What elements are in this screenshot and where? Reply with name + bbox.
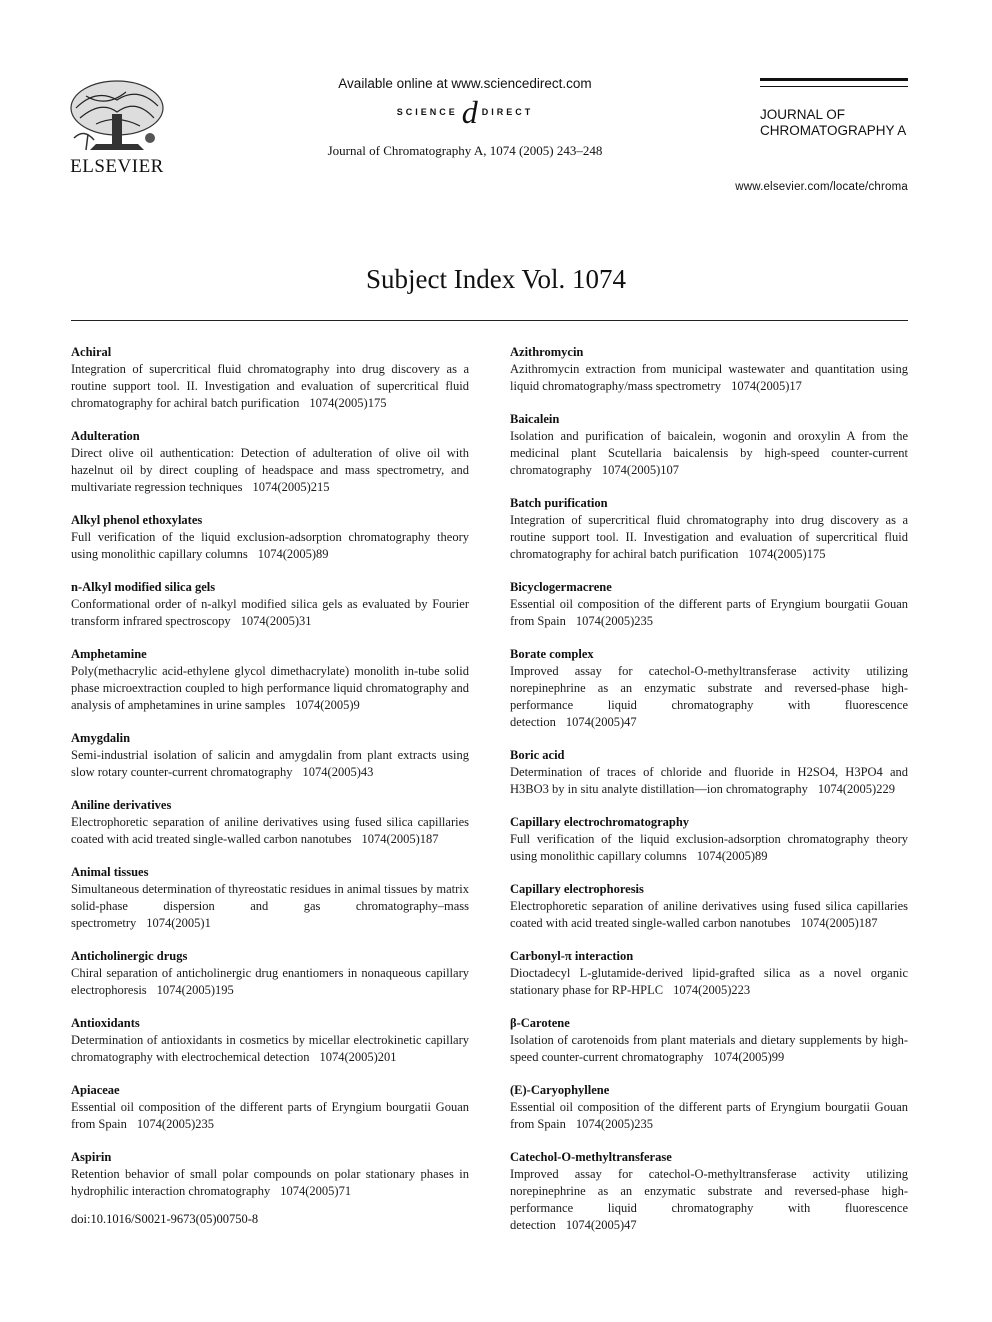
- index-description: [71, 529, 469, 563]
- article-reference[interactable]: 1074(2005)9: [295, 698, 360, 712]
- index-description: [71, 663, 469, 714]
- article-reference[interactable]: 1074(2005)107: [601, 463, 679, 477]
- index-entry: [510, 1149, 908, 1234]
- index-entry: [510, 579, 908, 630]
- index-description: [71, 881, 469, 932]
- index-description: [71, 1099, 469, 1133]
- journal-name-line1: JOURNAL OF: [760, 107, 846, 122]
- index-term: Capillary electrophoresis: [510, 882, 644, 896]
- article-title: Integration of supercritical fluid chromatography into drug discovery as a routine support tool. II. Investigation and evaluation of supercritical fluid chromatography for achiral batch purification: [71, 362, 469, 410]
- index-term: Anticholinergic drugs: [71, 949, 188, 963]
- page-header: [0, 0, 992, 210]
- sd-left-text: SCIENCE: [396, 107, 458, 117]
- index-term: Carbonyl-π interaction: [510, 949, 634, 963]
- index-term: Capillary electrochromatography: [510, 815, 690, 829]
- sciencedirect-logo: [300, 94, 630, 130]
- index-description: [510, 965, 908, 999]
- article-reference[interactable]: 1074(2005)1: [146, 916, 211, 930]
- index-description: [71, 596, 469, 630]
- index-entry: [71, 428, 469, 496]
- index-entry: [71, 512, 469, 563]
- article-reference[interactable]: 1074(2005)43: [302, 765, 374, 779]
- index-description: [510, 361, 908, 395]
- article-reference[interactable]: 1074(2005)187: [800, 916, 878, 930]
- article-reference[interactable]: 1074(2005)89: [257, 547, 329, 561]
- article-title: Dioctadecyl L-glutamide-derived lipid-grafted silica as a novel organic stationary phase for RP-HPLC: [510, 966, 908, 997]
- article-title: Essential oil composition of the different parts of Eryngium bourgatii Gouan from Spain: [510, 597, 908, 628]
- index-term: Aniline derivatives: [71, 798, 172, 812]
- index-description: [510, 663, 908, 731]
- article-title: Improved assay for catechol-O-methyltransferase activity utilizing norepinephrine as an enzymatic substrate and reversed-phase high-performance liquid chromatography with fluorescence detection: [510, 664, 908, 729]
- article-reference[interactable]: 1074(2005)47: [565, 715, 637, 729]
- index-entry: [71, 344, 469, 412]
- article-title: Electrophoretic separation of aniline derivatives using fused silica capillaries coated with acid treated single-walled carbon nanotubes: [510, 899, 908, 930]
- article-title: Electrophoretic separation of aniline derivatives using fused silica capillaries coated with acid treated single-walled carbon nanotubes: [71, 815, 469, 846]
- article-reference[interactable]: 1074(2005)17: [731, 379, 802, 393]
- article-reference[interactable]: 1074(2005)201: [319, 1050, 397, 1064]
- index-term: β-Carotene: [510, 1016, 570, 1030]
- index-term: Borate complex: [510, 647, 594, 661]
- masthead-rule-thick: [760, 78, 908, 81]
- article-reference[interactable]: 1074(2005)71: [280, 1184, 352, 1198]
- index-description: [71, 814, 469, 848]
- index-term: Batch purification: [510, 496, 608, 510]
- article-title: Essential oil composition of the different parts of Eryngium bourgatii Gouan from Spain: [71, 1100, 469, 1131]
- publisher-name: ELSEVIER: [70, 156, 164, 177]
- index-entry: [510, 747, 908, 798]
- journal-url[interactable]: www.elsevier.com/locate/chroma: [735, 181, 908, 193]
- article-reference[interactable]: 1074(2005)235: [136, 1117, 214, 1131]
- index-entry: [71, 730, 469, 781]
- doi-footer[interactable]: doi:10.1016/S0021-9673(05)00750-8: [71, 1212, 259, 1226]
- index-column-left: [71, 344, 469, 1216]
- index-description: [510, 428, 908, 479]
- article-title: Direct olive oil authentication: Detection of adulteration of olive oil with hazelnut oil by direct coupling of headspace and mass spectrometry, and multivariate regression techniques: [71, 446, 469, 494]
- index-term: Adulteration: [71, 429, 140, 443]
- index-description: [71, 965, 469, 999]
- article-reference[interactable]: 1074(2005)195: [156, 983, 234, 997]
- index-entry: [510, 1082, 908, 1133]
- index-term: Alkyl phenol ethoxylates: [71, 513, 203, 527]
- article-reference[interactable]: 1074(2005)175: [748, 547, 826, 561]
- index-entry: [71, 797, 469, 848]
- article-reference[interactable]: 1074(2005)99: [713, 1050, 785, 1064]
- index-term: Achiral: [71, 345, 112, 359]
- index-entry: [71, 864, 469, 932]
- index-entry: [510, 881, 908, 932]
- sd-right-text: DIRECT: [481, 107, 534, 117]
- article-title: Determination of traces of chloride and fluoride in H2SO4, H3PO4 and H3BO3 by in situ analyte distillation—ion chromatography: [510, 765, 908, 796]
- index-entry: [510, 948, 908, 999]
- index-entry: [510, 646, 908, 731]
- index-description: [510, 1166, 908, 1234]
- journal-masthead: [760, 78, 908, 139]
- article-title: Integration of supercritical fluid chromatography into drug discovery as a routine support tool. II. Investigation and evaluation of supercritical fluid chromatography for achiral batch purification: [510, 513, 908, 561]
- index-description: [71, 445, 469, 496]
- index-term: Catechol-O-methyltransferase: [510, 1150, 672, 1164]
- index-description: [71, 747, 469, 781]
- index-term: Animal tissues: [71, 865, 149, 879]
- article-title: Isolation of carotenoids from plant materials and dietary supplements by high-speed counter-current chromatography: [510, 1033, 908, 1064]
- index-column-right: [510, 344, 908, 1250]
- index-term: Apiaceae: [71, 1083, 120, 1097]
- index-term: Azithromycin: [510, 345, 584, 359]
- index-description: [510, 831, 908, 865]
- sciencedirect-banner: [300, 76, 630, 159]
- journal-citation: Journal of Chromatography A, 1074 (2005) 243–248: [327, 143, 603, 158]
- index-entry: [71, 1015, 469, 1066]
- article-reference[interactable]: 1074(2005)47: [565, 1218, 637, 1232]
- journal-name: [760, 107, 908, 139]
- masthead-rule-thin: [760, 86, 908, 87]
- article-title: Isolation and purification of baicalein, wogonin and oroxylin A from the medicinal plant Scutellaria baicalensis by high-speed counter-current chromatography: [510, 429, 908, 477]
- index-term: Boric acid: [510, 748, 565, 762]
- index-entry: [510, 411, 908, 479]
- article-reference[interactable]: 1074(2005)187: [361, 832, 439, 846]
- article-title: Poly(methacrylic acid-ethylene glycol dimethacrylate) monolith in-tube solid phase microextraction coupled to high performance liquid chromatography and analysis of amphetamines in urine samples: [71, 664, 469, 712]
- index-term: Amphetamine: [71, 647, 147, 661]
- article-title: Essential oil composition of the different parts of Eryngium bourgatii Gouan from Spain: [510, 1100, 908, 1131]
- index-term: Antioxidants: [71, 1016, 140, 1030]
- sd-at-mark: d: [461, 94, 478, 130]
- index-description: [510, 898, 908, 932]
- index-entry: [71, 579, 469, 630]
- article-reference[interactable]: 1074(2005)229: [817, 782, 895, 796]
- article-reference[interactable]: 1074(2005)235: [575, 614, 653, 628]
- elsevier-logo: [66, 78, 168, 178]
- index-entry: [510, 495, 908, 563]
- tree-emblem-icon: [66, 78, 168, 156]
- index-description: [510, 512, 908, 563]
- index-description: [510, 1099, 908, 1133]
- article-title: Simultaneous determination of thyreostatic residues in animal tissues by matrix solid-phase dispersion and gas chromatography–mass spectrometry: [71, 882, 469, 930]
- article-title: Improved assay for catechol-O-methyltransferase activity utilizing norepinephrine as an enzymatic substrate and reversed-phase high-performance liquid chromatography with fluorescence detection: [510, 1167, 908, 1232]
- available-online-text[interactable]: Available online at www.sciencedirect.com: [338, 76, 592, 91]
- index-entry: [510, 1015, 908, 1066]
- article-title: Chiral separation of anticholinergic drug enantiomers in nonaqueous capillary electrophoresis: [71, 966, 469, 997]
- index-description: [71, 1032, 469, 1066]
- index-term: (E)-Caryophyllene: [510, 1083, 610, 1097]
- index-description: [510, 596, 908, 630]
- index-entry: [510, 344, 908, 395]
- article-reference[interactable]: 1074(2005)215: [252, 480, 330, 494]
- index-description: [510, 764, 908, 798]
- index-term: n-Alkyl modified silica gels: [71, 580, 216, 594]
- article-reference[interactable]: 1074(2005)89: [696, 849, 768, 863]
- article-reference[interactable]: 1074(2005)175: [309, 396, 387, 410]
- index-entry: [71, 646, 469, 714]
- article-reference[interactable]: 1074(2005)223: [673, 983, 751, 997]
- article-title: Full verification of the liquid exclusion-adsorption chromatography theory using monolithic capillary columns: [71, 530, 469, 561]
- article-reference[interactable]: 1074(2005)235: [575, 1117, 653, 1131]
- index-description: [510, 1032, 908, 1066]
- index-entry: [71, 1149, 469, 1200]
- index-entry: [510, 814, 908, 865]
- index-term: Amygdalin: [71, 731, 131, 745]
- index-entry: [71, 948, 469, 999]
- page-title: Subject Index Vol. 1074: [366, 264, 626, 294]
- article-reference[interactable]: 1074(2005)31: [240, 614, 312, 628]
- journal-name-line2: CHROMATOGRAPHY A: [760, 123, 907, 138]
- article-title: Conformational order of n-alkyl modified silica gels as evaluated by Fourier transform infrared spectroscopy: [71, 597, 469, 628]
- title-divider: [71, 320, 908, 321]
- article-title: Determination of antioxidants in cosmetics by micellar electrokinetic capillary chromatography with electrochemical detection: [71, 1033, 469, 1064]
- index-term: Bicyclogermacrene: [510, 580, 612, 594]
- article-title: Full verification of the liquid exclusion-adsorption chromatography theory using monolithic capillary columns: [510, 832, 908, 863]
- article-title: Semi-industrial isolation of salicin and amygdalin from plant extracts using slow rotary counter-current chromatography: [71, 748, 469, 779]
- index-entry: [71, 1082, 469, 1133]
- index-description: [71, 361, 469, 412]
- article-title: Retention behavior of small polar compounds on polar stationary phases in hydrophilic interaction chromatography: [71, 1167, 469, 1198]
- article-title: Azithromycin extraction from municipal wastewater and quantitation using liquid chromatography/mass spectrometry: [510, 362, 908, 393]
- index-description: [71, 1166, 469, 1200]
- index-term: Baicalein: [510, 412, 560, 426]
- index-term: Aspirin: [71, 1150, 112, 1164]
